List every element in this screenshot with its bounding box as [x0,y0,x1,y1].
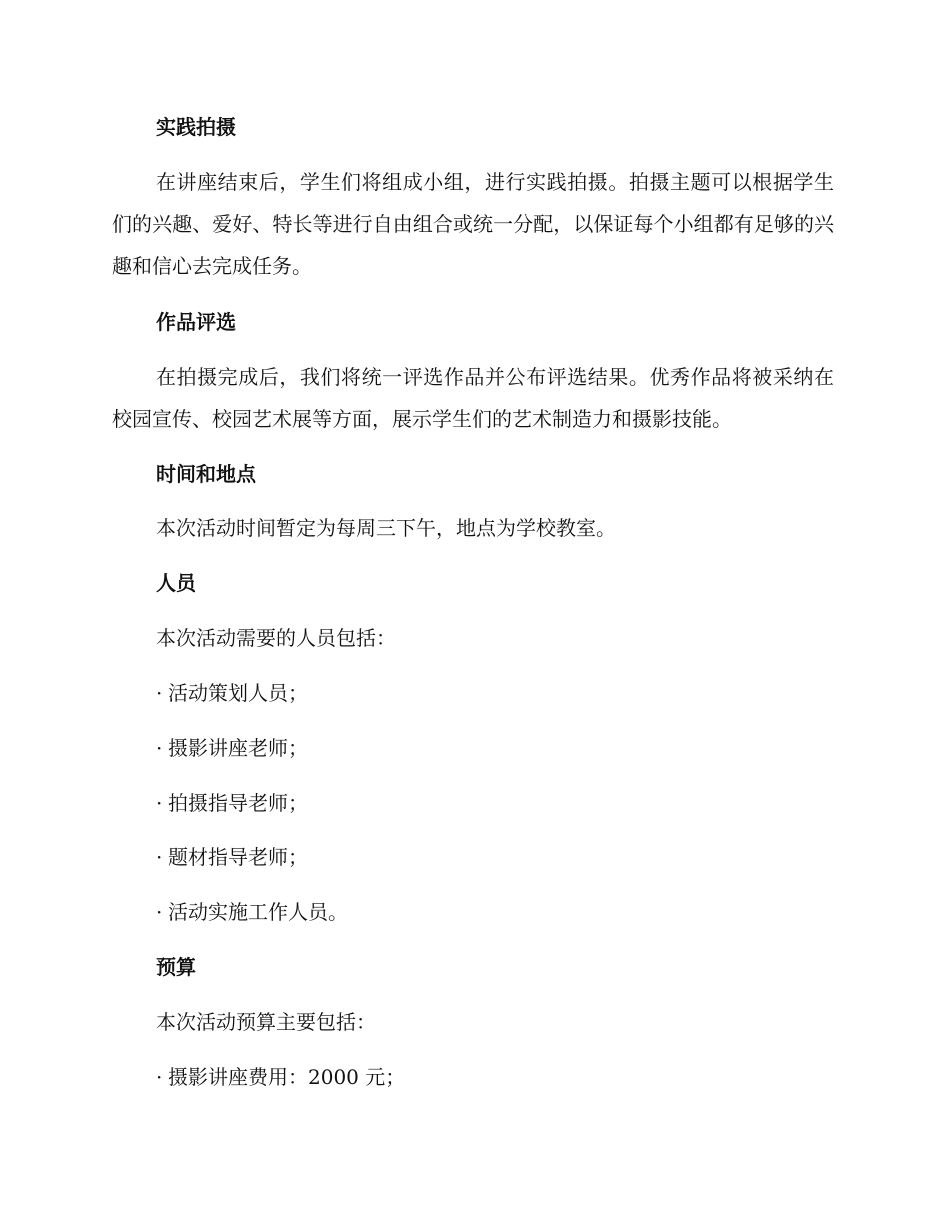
bullet-icon: · [156,845,163,869]
section-heading-time-place: 时间和地点 [156,462,256,486]
paragraph-time-place: 本次活动时间暂定为每周三下午，地点为学校教室。 [156,516,616,540]
section-heading-budget: 预算 [156,955,196,979]
list-item-text: 拍摄指导老师； [168,791,308,815]
bullet-icon: · [156,1065,163,1089]
paragraph-selection: 在拍摄完成后，我们将统一评选作品并公布评选结果。优秀作品将被采纳在校园宣传、校园艺术展等方面，展示学生们的艺术制造力和摄影技能。 [112,365,834,431]
bullet-icon: · [156,791,163,815]
personnel-intro: 本次活动需要的人员包括： [156,626,396,650]
list-item-text: 活动策划人员； [168,681,308,705]
list-item-text: 摄影讲座老师； [168,736,308,760]
section-heading-selection: 作品评选 [156,310,236,334]
list-item [156,789,308,817]
paragraph-practice: 在讲座结束后，学生们将组成小组，进行实践拍摄。拍摄主题可以根据学生们的兴趣、爱好、特长等进行自由组合或统一分配，以保证每个小组都有足够的兴趣和信心去完成任务。 [112,170,834,278]
budget-intro: 本次活动预算主要包括： [156,1010,376,1034]
list-item-text: 活动实施工作人员。 [168,900,348,924]
bullet-icon: · [156,681,163,705]
section-heading-personnel: 人员 [156,571,196,595]
list-item [156,843,308,871]
list-item [156,734,308,762]
list-item-text: 摄影讲座费用：2000 元； [168,1065,406,1089]
bullet-icon: · [156,900,163,924]
list-item-text: 题材指导老师； [168,845,308,869]
bullet-icon: · [156,736,163,760]
section-heading-practice: 实践拍摄 [156,115,236,139]
list-item [156,898,348,926]
list-item [156,1063,405,1091]
list-item [156,679,308,707]
